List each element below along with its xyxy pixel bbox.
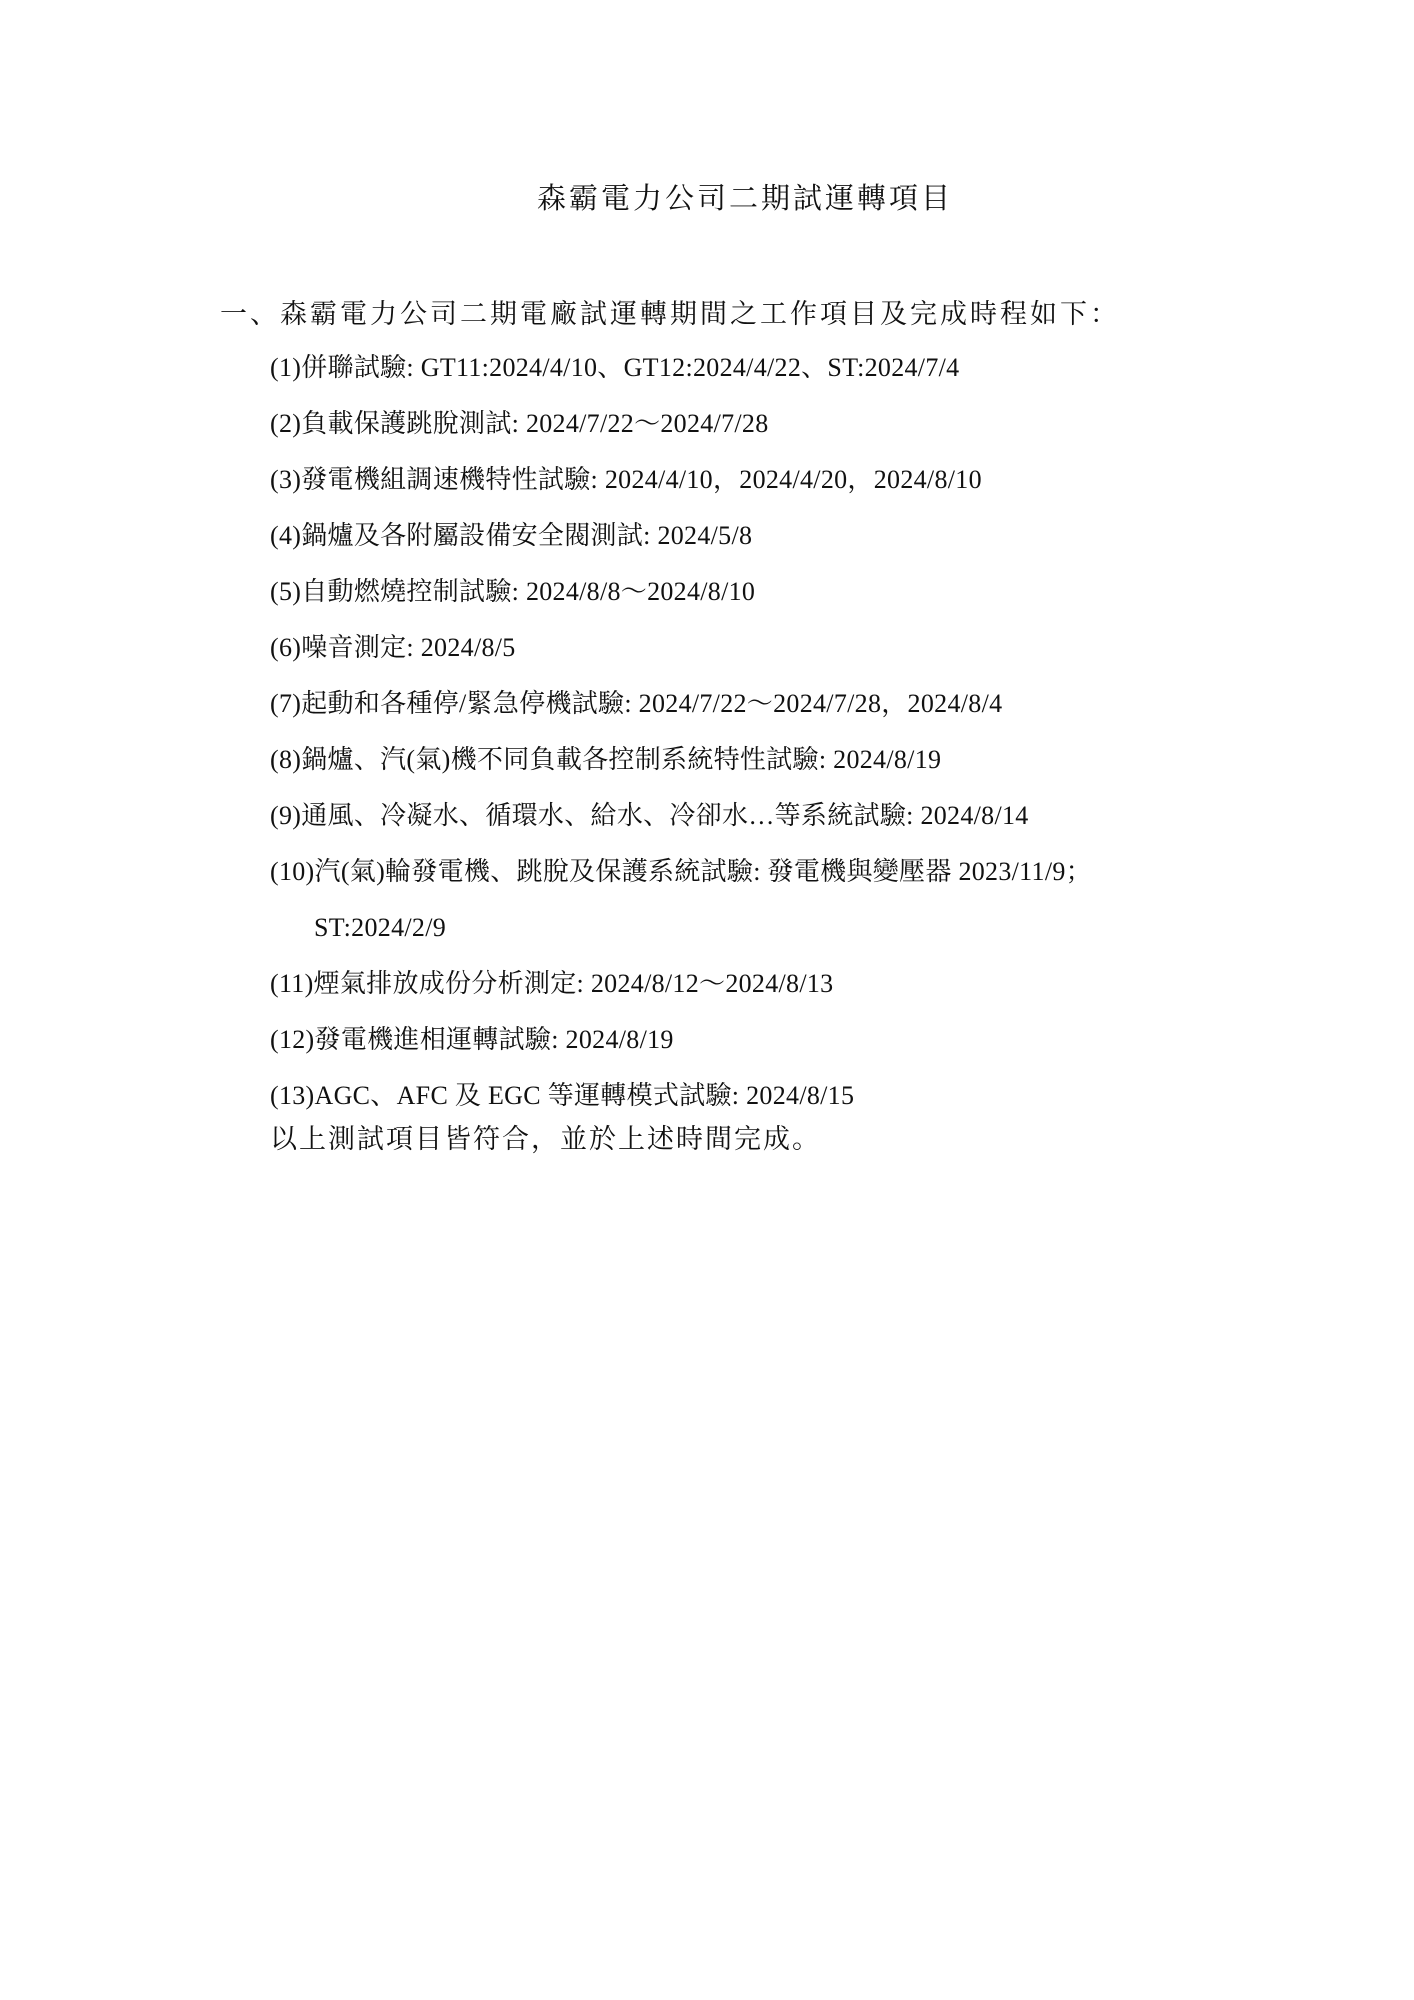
list-item-6: (6)噪音測定: 2024/8/5: [270, 633, 516, 662]
conclusion-text: 以上測試項目皆符合，並於上述時間完成。: [270, 1124, 821, 1154]
list-item-2: (2)負載保護跳脫測試: 2024/7/22～2024/7/28: [270, 409, 769, 438]
list-item-7: (7)起動和各種停/緊急停機試驗: 2024/7/22～2024/7/28，2024/8/4: [270, 689, 1003, 718]
list-item-9: (9)通風、冷凝水、循環水、給水、冷卻水…等系統試驗: 2024/8/14: [270, 801, 1029, 830]
list-item-12: (12)發電機進相運轉試驗: 2024/8/19: [270, 1025, 674, 1054]
list-item-13: (13)AGC、AFC 及 EGC 等運轉模式試驗: 2024/8/15: [270, 1081, 855, 1110]
section-heading: 一、森霸電力公司二期電廠試運轉期間之工作項目及完成時程如下：: [220, 299, 1120, 329]
list-item-1: (1)併聯試驗: GT11:2024/4/10、GT12:2024/4/22、ST:2024/7/4: [270, 353, 960, 382]
list-item-5: (5)自動燃燒控制試驗: 2024/8/8～2024/8/10: [270, 577, 756, 606]
list-item-10-text: (10)汽(氣)輪發電機、跳脫及保護系統試驗: 發電機與變壓器 2023/11/9；: [270, 857, 1092, 886]
list-item-10-continuation: ST:2024/2/9: [314, 913, 447, 942]
test-items-list: [270, 348, 1092, 1132]
list-item-4: (4)鍋爐及各附屬設備安全閥測試: 2024/5/8: [270, 521, 753, 550]
list-item-10: [270, 852, 1092, 948]
list-item-11: (11)煙氣排放成份分析測定: 2024/8/12～2024/8/13: [270, 969, 834, 998]
list-item-3: (3)發電機組調速機特性試驗: 2024/4/10，2024/4/20，2024/8/10: [270, 465, 982, 494]
document-title: 森霸電力公司二期試運轉項目: [536, 183, 953, 215]
list-item-8: (8)鍋爐、汽(氣)機不同負載各控制系統特性試驗: 2024/8/19: [270, 745, 942, 774]
